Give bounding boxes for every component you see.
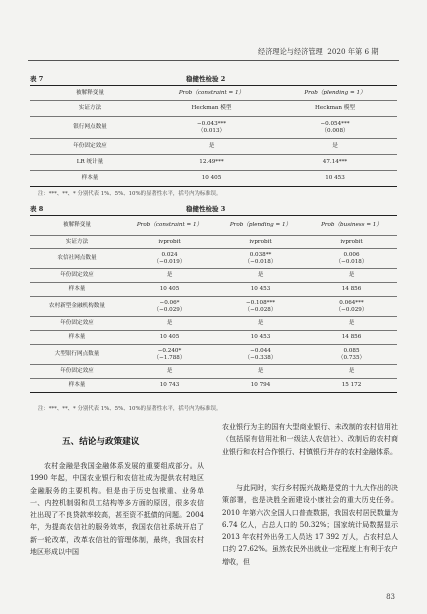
cell — [306, 249, 397, 269]
cell: ivprobit — [124, 236, 215, 249]
cell — [124, 345, 215, 365]
cell: Heckman 模型 — [150, 101, 273, 117]
coef: −0.043*** — [196, 120, 227, 127]
coef: 0.038** — [249, 251, 272, 258]
page-number: 83 — [386, 593, 395, 601]
cell: 14 856 — [306, 331, 397, 345]
row-label: 银行网点数量 — [30, 117, 150, 139]
cell: 是 — [215, 317, 306, 331]
cell — [306, 297, 397, 317]
cell: 是 — [306, 317, 397, 331]
cell: 是 — [273, 139, 397, 155]
body-paragraph-left: 农村金融是我国金融体系发展的重要组成部分。从 1990 年起，中国农业银行和农信社成为提供农村地区金融服务的主要机构。但是由于历史包袱重、业务单一、内控机制弱和员工结构等多方面的原因，很多农信社出现了不良贷款率较高，甚至资不抵债的问题。2004 年，为提高农信社的服务效率，我国农信社系统开启了新一轮改革，改革农信社的管理体制，最终，我国农村地区形成以中国 — [30, 462, 204, 557]
row-label: 农信社网点数量 — [30, 249, 124, 269]
cell: 是 — [306, 269, 397, 283]
issue-number: 2020 年第 6 期 — [327, 47, 379, 56]
table8-note: 注：***、**、* 分别代表 1%、5%、10%的显著性水平，括号内为标准误。 — [38, 406, 222, 412]
table-row — [30, 101, 397, 117]
std-err: （0.013） — [197, 127, 226, 134]
row-label: 年份固定效应 — [30, 317, 124, 331]
table-row — [30, 236, 397, 249]
cell: 47.14*** — [273, 155, 397, 171]
cell: 10 405 — [150, 171, 273, 187]
cell: 10 405 — [124, 331, 215, 345]
table8-col-header: Prob（business = 1） — [306, 216, 397, 236]
coef: −0.108*** — [245, 299, 276, 306]
cell: ivprobit — [306, 236, 397, 249]
std-err: （−1.788） — [153, 354, 186, 361]
table-row — [30, 283, 397, 297]
section-heading: 五、结论与政策建议 — [62, 437, 140, 447]
coef: 0.064*** — [339, 299, 364, 306]
cell: ivprobit — [215, 236, 306, 249]
row-label: 年份固定效应 — [30, 269, 124, 283]
table-row — [30, 379, 397, 393]
cell: 12.49*** — [150, 155, 273, 171]
table-row — [30, 365, 397, 379]
cell — [306, 345, 397, 365]
cell: 10 453 — [215, 331, 306, 345]
row-label: 年份固定效应 — [30, 139, 150, 155]
std-err: （−0.338） — [244, 354, 277, 361]
header-rule — [28, 60, 399, 61]
row-label: 农村新型金融机构数量 — [30, 297, 124, 317]
cell: 10 453 — [215, 283, 306, 297]
table-row — [30, 216, 397, 236]
table-row — [30, 117, 397, 139]
coef: −0.054*** — [320, 120, 350, 127]
std-err: （0.008） — [321, 127, 349, 134]
table-row — [30, 139, 397, 155]
std-err: （0.735） — [337, 354, 366, 361]
table7-title: 稳健性检验 2 — [186, 75, 226, 83]
table8-title: 稳健性检验 3 — [186, 205, 226, 213]
table-row — [30, 345, 397, 365]
row-label: 样本量 — [30, 171, 150, 187]
table-row — [30, 331, 397, 345]
cell — [215, 345, 306, 365]
cell: 是 — [215, 365, 306, 379]
row-label: 样本量 — [30, 379, 124, 393]
cell: 10 743 — [124, 379, 215, 393]
cell: 是 — [124, 269, 215, 283]
running-header — [258, 47, 379, 57]
coef: 0.024 — [161, 251, 178, 258]
table-row — [30, 171, 397, 187]
cell: 10 405 — [124, 283, 215, 297]
table-row — [30, 155, 397, 171]
table-row — [30, 269, 397, 283]
table-row — [30, 317, 397, 331]
cell: 是 — [150, 139, 273, 155]
coef: 0.085 — [343, 347, 360, 354]
cell: 14 856 — [306, 283, 397, 297]
row-label: 大型银行网点数量 — [30, 345, 124, 365]
table8-col-header: 被解释变量 — [30, 216, 124, 236]
cell: Heckman 模型 — [273, 101, 397, 117]
table-row — [30, 249, 397, 269]
coef: −0.240* — [157, 347, 182, 354]
table7-col-header: Prob（plending = 1） — [273, 86, 397, 101]
body-paragraph-right-2: 与此同时，实行乡村振兴战略是党的十九大作出的决策部署，也是决胜全面建设小康社会的重大历史任务。2010 年第六次全国人口普查数据，我国农村居民数量为 6.74 亿人，占总人口的 50.32%；国家统计局数据显示 2013 年农村外出务工人员达 17 392 万人，占农村总人口约 27.62%。虽然农民外出就业一定程度上有利于农户增收，但 — [222, 484, 398, 566]
cell — [273, 117, 397, 139]
cell: 是 — [124, 317, 215, 331]
row-label: 实证方法 — [30, 236, 124, 249]
cell — [215, 249, 306, 269]
std-err: （−0.019） — [153, 258, 186, 265]
cell: 是 — [306, 365, 397, 379]
row-label: 样本量 — [30, 331, 124, 345]
table7 — [30, 85, 397, 187]
cell: 15 172 — [306, 379, 397, 393]
row-label: 实证方法 — [30, 101, 150, 117]
cell: 10 794 — [215, 379, 306, 393]
coef: −0.044 — [250, 347, 271, 354]
table7-col-header: 被解释变量 — [30, 86, 150, 101]
table8-col-header: Prob（plending = 1） — [215, 216, 306, 236]
row-label: 年份固定效应 — [30, 365, 124, 379]
cell — [215, 297, 306, 317]
cell: 10 453 — [273, 171, 397, 187]
cell: 是 — [124, 365, 215, 379]
table7-note: 注：***、**、* 分别代表 1%、5%、10%的显著性水平，括号内为标准误。 — [38, 191, 222, 197]
table8 — [30, 215, 397, 393]
coef: 0.006 — [343, 251, 360, 258]
row-label: 样本量 — [30, 283, 124, 297]
coef: −0.06* — [159, 299, 180, 306]
table8-col-header: Prob（constraint = 1） — [124, 216, 215, 236]
std-err: （−0.018） — [244, 258, 277, 265]
row-label: LR 统计量 — [30, 155, 150, 171]
table8-label: 表 8 — [30, 205, 44, 213]
cell: 是 — [215, 269, 306, 283]
cell — [124, 249, 215, 269]
table-row — [30, 86, 397, 101]
table7-label: 表 7 — [30, 75, 44, 83]
journal-name: 经济理论与经济管理 — [258, 47, 323, 56]
body-paragraph-right-1: 农业银行为主的国有大型商业银行、未改制的农村信用社（包括原有信用社和一级法人农信社）、改制后的农村商业银行和农村合作银行、村镇银行并存的农村金融体系。 — [222, 423, 398, 456]
std-err: （−0.028） — [244, 306, 277, 313]
table7-col-header: Prob（constraint = 1） — [150, 86, 273, 101]
std-err: （−0.018） — [335, 258, 368, 265]
std-err: （−0.029） — [335, 306, 368, 313]
cell — [124, 297, 215, 317]
cell — [150, 117, 273, 139]
table-row — [30, 297, 397, 317]
std-err: （−0.029） — [153, 306, 186, 313]
